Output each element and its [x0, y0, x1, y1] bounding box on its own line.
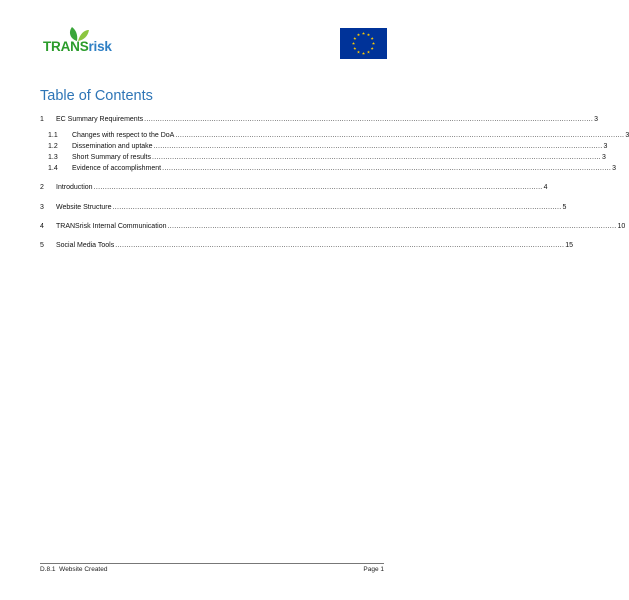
- toc-entry-body: [56, 242, 574, 249]
- toc-entry-page: 3: [594, 116, 599, 123]
- toc-entry-number: 1: [40, 116, 44, 123]
- toc-entry[interactable]: [40, 220, 626, 230]
- toc-entry[interactable]: [40, 162, 616, 172]
- toc-leader-dots: ........................................................................................................................................................................................................: [144, 116, 594, 123]
- toc-entry[interactable]: [40, 201, 567, 211]
- toc-entry-label: TRANSrisk Internal Communication: [56, 223, 167, 230]
- toc-entry-page: 3: [625, 132, 629, 139]
- toc-entry-body: [56, 223, 626, 230]
- toc-entry-number: 4: [40, 223, 44, 230]
- toc-entry-number: 5: [40, 242, 44, 249]
- toc-entry-number: 1.3: [48, 154, 58, 161]
- toc-entry-page: 5: [562, 204, 567, 211]
- toc-entry-body: [72, 154, 606, 161]
- toc-entry[interactable]: [40, 113, 599, 123]
- toc-entry-label: Introduction: [56, 184, 93, 191]
- toc-entry-body: [56, 184, 548, 191]
- toc-entry-body: [56, 116, 599, 123]
- toc-entry-label: Short Summary of results: [72, 154, 151, 161]
- toc-entry-body: [56, 204, 567, 211]
- toc-leader-dots: ........................................................................................................................................................................................................: [93, 184, 543, 191]
- toc-entry[interactable]: [40, 151, 606, 161]
- toc-entry[interactable]: [40, 129, 629, 139]
- toc-leader-dots: ........................................................................................................................................................................................................: [175, 132, 625, 139]
- toc-leader-dots: ........................................................................................................................................................................................................: [167, 223, 617, 230]
- toc-entry-label: Changes with respect to the DoA: [72, 132, 175, 139]
- footer-divider: [40, 563, 384, 564]
- transrisk-logo: [40, 26, 118, 66]
- logo-name-part2: risk: [88, 39, 112, 54]
- toc-entry-label: EC Summary Requirements: [56, 116, 144, 123]
- toc-leader-dots: ........................................................................................................................................................................................................: [112, 204, 562, 211]
- footer-page-number: Page 1: [363, 566, 384, 573]
- toc-entry-page: 10: [617, 223, 626, 230]
- toc-entry-number: 3: [40, 204, 44, 211]
- toc-entry-page: 15: [565, 242, 574, 249]
- toc-entry-number: 1.1: [48, 132, 58, 139]
- eu-flag-icon: [340, 28, 387, 59]
- toc-entry-number: 1.4: [48, 165, 58, 172]
- toc-entry-label: Website Structure: [56, 204, 112, 211]
- toc-entry-label: Dissemination and uptake: [72, 143, 153, 150]
- logo-wordmark: [43, 39, 112, 54]
- toc-entry-page: 4: [543, 184, 548, 191]
- toc-entry-label: Social Media Tools: [56, 242, 115, 249]
- toc-entry[interactable]: [40, 140, 608, 150]
- logo-name-part1: TRANS: [43, 39, 89, 54]
- toc-leader-dots: ........................................................................................................................................................................................................: [162, 165, 612, 172]
- toc-entry-label: Evidence of accomplishment: [72, 165, 162, 172]
- toc-entry[interactable]: [40, 181, 548, 191]
- toc-leader-dots: ........................................................................................................................................................................................................: [151, 154, 601, 161]
- toc-entry-body: [72, 132, 629, 139]
- footer-doc-label: [40, 566, 107, 573]
- toc-entry-page: 3: [612, 165, 616, 172]
- toc-entry-page: 3: [603, 143, 608, 150]
- page-title: Table of Contents: [40, 88, 153, 104]
- toc-entry-number: 1.2: [48, 143, 58, 150]
- toc-entry[interactable]: [40, 239, 574, 249]
- toc-leader-dots: ........................................................................................................................................................................................................: [115, 242, 565, 249]
- toc-leader-dots: ........................................................................................................................................................................................................: [153, 143, 603, 150]
- toc-entry-number: 2: [40, 184, 44, 191]
- footer-doc-id: D.8.1: [40, 566, 56, 573]
- toc-entry-body: [72, 143, 608, 150]
- toc-entry-page: 3: [601, 154, 606, 161]
- toc-entry-body: [72, 165, 616, 172]
- footer-doc-title: Website Created: [59, 566, 108, 573]
